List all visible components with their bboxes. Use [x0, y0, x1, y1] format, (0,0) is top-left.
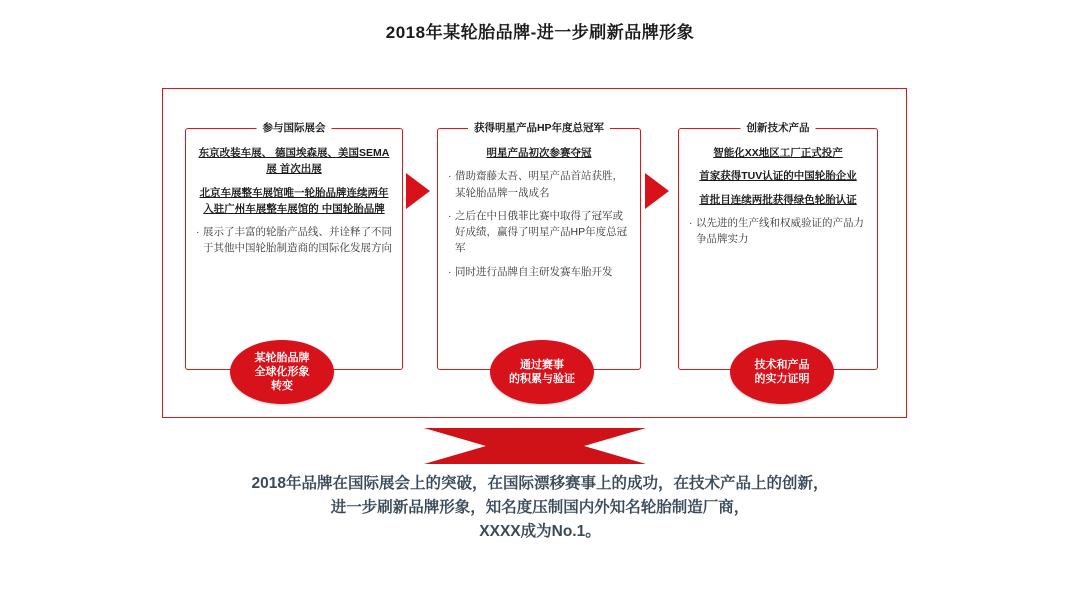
conclusion-line-2: 进一步刷新品牌形象，知名度压制国内外知名轮胎制造厂商， — [330, 499, 750, 517]
conclusion-text — [0, 472, 1080, 544]
stage-2-header: 获得明星产品HP年度总冠军 — [468, 120, 610, 135]
stage-1-callout: 某轮胎品牌 全球化形象 转变 — [230, 340, 334, 404]
stage-1-bullet-1: · 展示了丰富的轮胎产品线、并诠释了不同于其他中国轮胎制造商的国际化发展方向 — [196, 224, 392, 257]
stage-3-lead-2: 首家获得TUV认证的中国轮胎企业 — [699, 170, 857, 183]
arrow-right-icon-2 — [645, 173, 669, 209]
stage-2-bullet-2: · 之后在中日俄菲比赛中取得了冠军或好成绩，赢得了明星产品HP年度总冠军 — [448, 208, 630, 257]
stage-3-header: 创新技术产品 — [741, 120, 816, 135]
stage-box-1 — [185, 122, 403, 370]
stage-1-header: 参与国际展会 — [257, 120, 332, 135]
stage-2-callout: 通过赛事 的积累与验证 — [490, 340, 594, 404]
stage-1-lead-2: 北京车展整车展馆唯一轮胎品牌连续两年入驻广州车展整车展馆的 中国轮胎品牌 — [199, 186, 389, 215]
stage-3-callout: 技术和产品 的实力证明 — [730, 340, 834, 404]
stage-2-body — [438, 129, 640, 295]
stage-1-lead-1: 东京改装车展、 德国埃森展、美国SEMA展 首次出展 — [198, 147, 390, 176]
arrow-right-icon-1 — [406, 173, 430, 209]
stage-3-body — [679, 129, 877, 262]
stage-3-lead-1: 智能化XX地区工厂正式投产 — [713, 147, 843, 159]
stage-2-bullet-1: · 借助齋藤太吾、明星产品首站获胜，某轮胎品牌一战成名 — [448, 168, 630, 201]
stage-box-2 — [437, 122, 641, 370]
stage-2-bullet-3: · 同时进行品牌自主研发赛车胎开发 — [448, 264, 630, 280]
stage-3-lead-3: 首批目连续两批获得绿色轮胎认证 — [699, 193, 857, 206]
stage-box-3 — [678, 122, 878, 370]
conclusion-line-3: XXXX成为No.1。 — [479, 523, 601, 541]
stage-1-body — [186, 129, 402, 272]
arrow-down-icon — [424, 428, 646, 464]
conclusion-line-1: 2018年品牌在国际展会上的突破，在国际漂移赛事上的成功，在技术产品上的创新， — [251, 475, 829, 492]
stage-3-bullet-1: · 以先进的生产线和权威验证的产品力争品牌实力 — [689, 215, 867, 248]
page-title: 2018年某轮胎品牌-进一步刷新品牌形象 — [385, 23, 695, 42]
stage-2-lead-1: 明星产品初次参赛夺冠 — [486, 147, 592, 159]
